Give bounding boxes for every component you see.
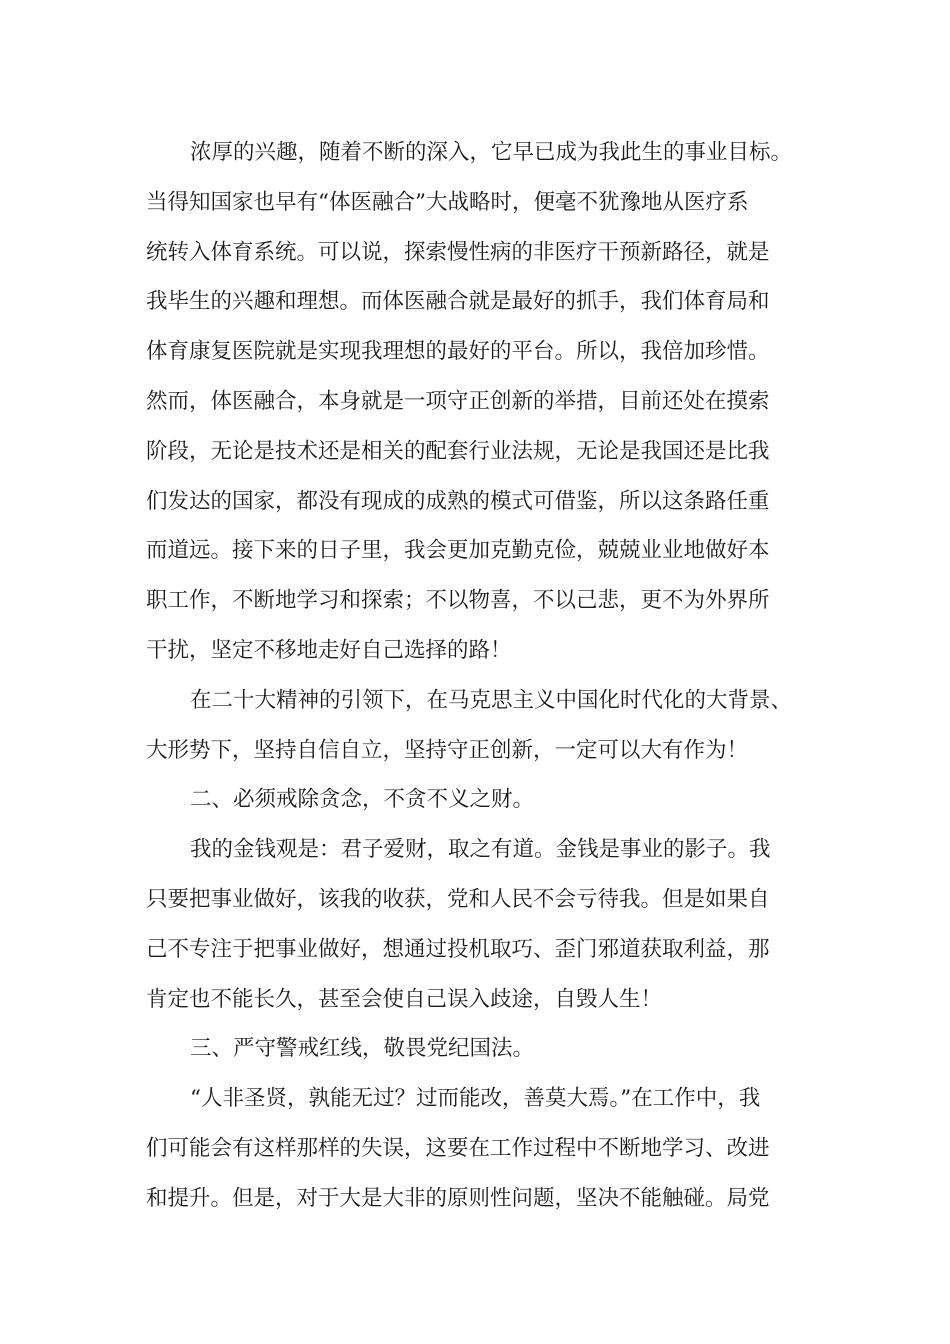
text-line: 大形势下，坚持自信自立，坚持守正创新，一定可以大有作为！: [146, 737, 749, 763]
text-line: 只要把事业做好，该我的收获，党和人民不会亏待我。但是如果自: [146, 886, 770, 912]
text-line: 统转入体育系统。可以说，探索慢性病的非医疗干预新路径，就是: [146, 239, 770, 265]
text-line: 而道远。接下来的日子里，我会更加克勤克俭，兢兢业业地做好本: [146, 538, 770, 564]
section-heading: 二、必须戒除贪念，不贪不义之财。: [190, 787, 535, 813]
text-line: 们发达的国家，都没有现成的成熟的模式可借鉴，所以这条路任重: [146, 488, 770, 514]
text-line: “人非圣贤，孰能无过？过而能改，善莫大焉。”在工作中，我: [190, 1086, 761, 1112]
document-body: [146, 128, 836, 1224]
text-line: 干扰，坚定不移地走好自己选择的路！: [146, 637, 512, 663]
text-line: 浓厚的兴趣，随着不断的深入，它早已成为我此生的事业目标。: [190, 140, 793, 165]
text-line: 们可能会有这样那样的失误，这要在工作过程中不断地学习、改进: [146, 1135, 770, 1161]
text-line: 当得知国家也早有“体医融合”大战略时，便毫不犹豫地从医疗系: [146, 189, 749, 215]
text-line: 肯定也不能长久，甚至会使自己误入歧途，自毁人生！: [146, 986, 663, 1012]
text-line: 阶段，无论是技术还是相关的配套行业法规，无论是我国还是比我: [146, 438, 770, 464]
text-line: 和提升。但是，对于大是大非的原则性问题，坚决不能触碰。局党: [146, 1185, 770, 1211]
text-line: 职工作，不断地学习和探索；不以物喜，不以己悲，更不为外界所: [146, 588, 770, 614]
text-line: 体育康复医院就是实现我理想的最好的平台。所以，我倍加珍惜。: [146, 339, 770, 365]
text-line: 在二十大精神的引领下，在马克思主义中国化时代化的大背景、: [190, 687, 793, 713]
section-heading: 三、严守警戒红线，敬畏党纪国法。: [190, 1036, 535, 1062]
text-line: 我毕生的兴趣和理想。而体医融合就是最好的抓手，我们体育局和: [146, 289, 770, 315]
text-line: 己不专注于把事业做好，想通过投机取巧、歪门邪道获取利益，那: [146, 936, 770, 962]
text-line: 然而，体医融合，本身就是一项守正创新的举措，目前还处在摸索: [146, 388, 770, 414]
text-line: 我的金钱观是：君子爱财，取之有道。金钱是事业的影子。我: [190, 837, 771, 863]
